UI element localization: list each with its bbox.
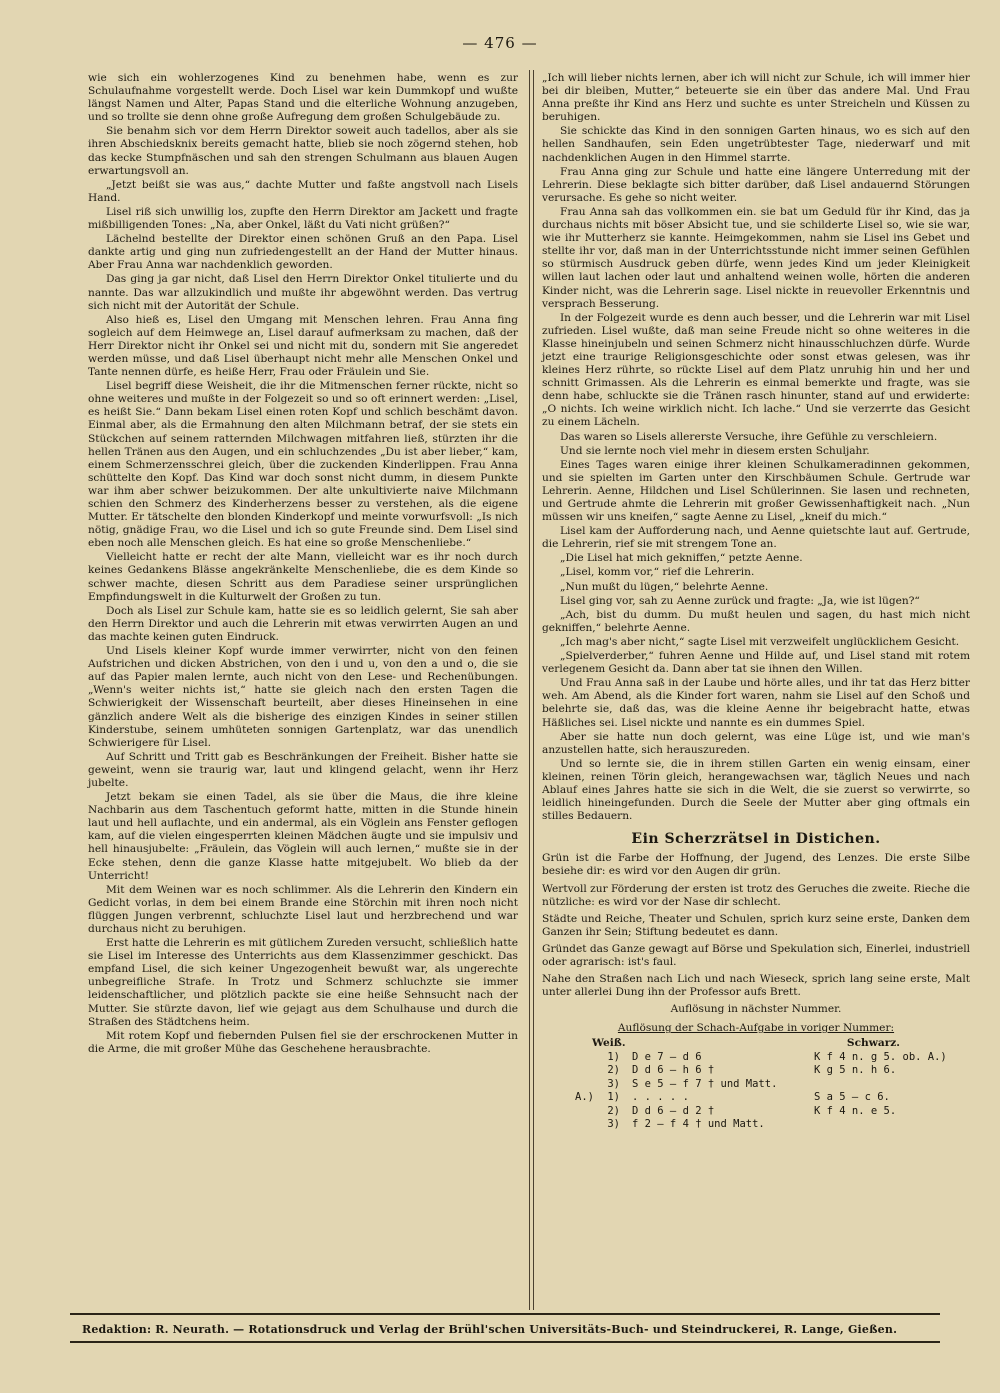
story-paragraph: Und Frau Anna saß in der Laube und hörte alles, und ihr tat das Herz bitter weh. Am Abend, als die Kinder fort waren, nahm sie Lisel auf den Schoß und belehrte sie, daß das, was die kleine Aenne ihr beigebracht hatte, etwas Häßliches sei. Lisel nickte und nannte es ein dummes Spiel. (542, 677, 970, 729)
chess-move-black (808, 1078, 953, 1092)
chess-header (542, 1037, 970, 1050)
story-paragraph: Sie schickte das Kind in den sonnigen Garten hinaus, wo es sich auf den hellen Sandhaufen, sein Eden ungetrübtester Tage, niederwarf und mit nachdenklichen Augen in den Himmel starrte. (542, 125, 970, 164)
story-paragraph: Lächelnd bestellte der Direktor einen schönen Gruß an den Papa. Lisel dankte artig und ging nun zufriedengestellt an der Hand der Mutter hinaus. Aber Frau Anna war nachdenklich geworden. (88, 233, 518, 272)
story-paragraph: Und Lisels kleiner Kopf wurde immer verwirrter, nicht von den feinen Aufstrichen und dicken Abstrichen, von den i und u, von den a und o, die sie auf das Papier malen lernte, auch nicht von den Lese- und Rechenübungen. „Wenn's weiter nichts ist,“ hatte sie gleich nach den ersten Tagen die Schwierigkeit der Wissenschaft beurteilt, aber dieses Hineinsehen in eine gänzlich andere Welt als die bisherige des einzigen Kindes in seiner stillen Kinderstube, seinem umhüteten sonnigen Gartenplatz, war das unendlich Schwierigere für Lisel. (88, 645, 518, 749)
story-paragraph: Frau Anna sah das vollkommen ein. sie bat um Geduld für ihr Kind, das ja durchaus nichts mit böser Absicht tue, und sie schilderte Lisel so, wie sie war, wie ihr Mutterherz sie kannte. Heimgekommen, nahm sie Lisel ins Gebet und stellte ihr vor, daß man in der Unterrichtsstunde nicht immer seinen Gefühlen so stürmisch Ausdruck geben dürfe, wenn jedes Kind um jeder Kleinigkeit willen laut lachen oder laut und anhaltend weinen wolle, hörten die anderen Kinder nicht, was die Lehrerin sage. Lisel nickte in reuevoller Erkenntnis und versprach Besserung. (542, 205, 970, 310)
story-paragraph: Eines Tages waren einige ihrer kleinen Schulkameradinnen gekommen, und sie spielten im Garten unter den Kirschbäumen Schule. Gertrude war Lehrerin. Aenne, Hildchen und Lisel Schülerinnen. Sie lasen und rechneten, und Gertrude ahmte die Lehrerin mit großer Gewissenhaftigkeit nach. „Nun müssen wir uns kneifen,“ sagte Aenne zu Lisel, „kneif du mich.“ (542, 458, 970, 524)
story-paragraph: Jetzt bekam sie einen Tadel, als sie über die Maus, die ihre kleine Nachbarin aus dem Taschentuch geformt hatte, mitten in die Stunde hinein laut und hell auflachte, und ein andermal, als ein Vöglein ans Fenster geflogen kam, auf die vielen eingesperrten kleinen Mädchen äugte und sie impulsiv und hell hinausjubelte: „Fräulein, das Vöglein will auch lernen,“ mußte sie in der Ecke stehen, denn die ganze Klasse hatte mitgejubelt. Wo blieb da der Unterricht! (88, 791, 518, 882)
footer-rule-top (70, 1313, 940, 1315)
chess-move-row (566, 1064, 953, 1078)
chess-move-white: D e 7 — d 6 (632, 1050, 702, 1063)
chess-move-row (566, 1051, 953, 1065)
story-paragraph: Sie benahm sich vor dem Herrn Direktor soweit auch tadellos, aber als sie ihren Abschiedsknix bereits gemacht hatte, blieb sie noch zögernd stehen, hob das kecke Stumpfnäschen und sah den strengen Schulmann aus blauen Augen erwartungsvoll an. (88, 125, 518, 177)
story-paragraph: Lisel begriff diese Weisheit, die ihr die Mitmenschen ferner rückte, nicht so ohne weiteres und mußte in der Folgezeit so und so oft erinnert werden: „Lisel, es heißt Sie.“ Dann bekam Lisel einen roten Kopf und schlich beschämt davon. Einmal aber, als die Ermahnung den alten Milchmann betraf, der sie stets ein Stückchen auf seinem ratternden Milchwagen mitfahren ließ, stürzten ihr die hellen Tränen aus den Augen, und ein schluchzendes „Du ist aber lieber,“ kam, einem Schmerzensschrei gleich, über die zuckenden Kinderlippen. Frau Anna schüttelte den Kopf. Das Kind war doch sonst nicht dumm, in diesem Punkte war ihm aber schwer beizukommen. Der alte unkultivierte naive Milchmann schien den Schmerz des Kinderherzens besser zu verstehen, als die eigene Mutter. Er tätschelte den blonden Kinderkopf und meinte vorwurfsvoll: „Is nich nötig, gnädige Frau, wo die Lisel und ich so gute Freunde sind. Dem Lisel sind eben noch alle Menschen gleich. Es hat eine so große Menschenliebe.“ (88, 380, 518, 550)
chess-move-num: 1) (607, 1050, 620, 1063)
chess-move-white: f 2 — f 4 † und Matt. (632, 1118, 765, 1131)
story-paragraph: „Ich mag's aber nicht,“ sagte Lisel mit verzweifelt unglücklichem Gesicht. (560, 635, 960, 648)
chess-move-black: K g 5 n. h 6. (814, 1064, 897, 1077)
story-paragraph: Das ging ja gar nicht, daß Lisel den Herrn Direktor Onkel titulierte und du nannte. Das war allzukindlich und mußte ihr abgewöhnt werden. Das vertrug sich nicht mit der Autorität der Schule. (88, 273, 518, 312)
column-divider (529, 70, 530, 1310)
chess-move-label (566, 1078, 596, 1092)
chess-move-label (566, 1051, 596, 1065)
chess-move-num: 2) (607, 1064, 620, 1077)
right-column-story (542, 72, 970, 823)
chess-move-row (566, 1118, 953, 1132)
chess-moves-table (566, 1051, 953, 1132)
story-paragraph: Und so lernte sie, die in ihrem stillen Garten ein wenig einsam, einer kleinen, reinen Törin gleich, herangewachsen war, täglich Neues und nach Ablauf eines Jahres hatte sie sich in die Welt, die sie zuerst so verwirrte, so leidlich hineingefunden. Durch die Seele der Mutter aber ging oftmals ein stilles Bedauern. (542, 757, 970, 823)
column-divider-second (533, 70, 534, 1310)
chess-move-num: 1) (607, 1091, 620, 1104)
story-paragraph: Lisel riß sich unwillig los, zupfte den Herrn Direktor am Jackett und fragte mißbilligenden Tones: „Na, aber Onkel, läßt du Vati nicht grüßen?“ (88, 205, 518, 232)
story-paragraph: „Nun mußt du lügen,“ belehrte Aenne. (560, 580, 769, 593)
chess-move-row (566, 1105, 953, 1119)
chess-move-row (566, 1091, 953, 1105)
story-paragraph: „Jetzt beißt sie was aus,“ dachte Mutter und faßte angstvoll nach Lisels Hand. (88, 178, 518, 204)
chess-black-label: Schwarz. (846, 1037, 900, 1050)
chess-move-white: D d 6 — d 2 † (632, 1104, 715, 1117)
story-paragraph: Mit dem Weinen war es noch schlimmer. Als die Lehrerin den Kindern ein Gedicht vorlas, in dem bei einem Brande eine Störchin mit ihren noch nicht flüggen Jungen verbrennt, schluchzte Lisel laut und herzbrechend und war durchaus nicht zu beruhigen. (88, 883, 518, 935)
chess-move-black: K f 4 n. e 5. (814, 1104, 897, 1117)
chess-title-text: Auflösung der Schach-Aufgabe in voriger Nummer: (617, 1022, 895, 1035)
story-paragraph: Mit rotem Kopf und fiebernden Pulsen fiel sie der erschrockenen Mutter in die Arme, die mit großer Mühe das Geschehene herausbrachte. (88, 1029, 518, 1055)
riddle-title: Ein Scherzrätsel in Distichen. (631, 831, 881, 848)
riddle-solution-note: Auflösung in nächster Nummer. (670, 1003, 842, 1016)
chess-move-black: K f 4 n. g 5. ob. A.) (814, 1050, 947, 1063)
chess-move-num: 3) (607, 1077, 620, 1090)
chess-move-white: . . . . . (632, 1091, 689, 1104)
story-paragraph: Auf Schritt und Tritt gab es Beschränkungen der Freiheit. Bisher hatte sie geweint, wenn sie traurig war, laut und klingend gelacht, wenn ihr Herz jubelte. (88, 750, 518, 789)
story-paragraph: Frau Anna ging zur Schule und hatte eine längere Unterredung mit der Lehrerin. Diese beklagte sich bitter darüber, daß Lisel andauernd Störungen verursache. Es gehe so nicht weiter. (542, 165, 970, 204)
page-number: — 476 — (462, 34, 538, 52)
story-paragraph: Erst hatte die Lehrerin es mit gütlichem Zureden versucht, schließlich hatte sie Lisel im Interesse des Unterrichts aus dem Klassenzimmer geschickt. Das empfand Lisel, die sich keiner Ungezogenheit bewußt war, als ungerechte unbegreifliche Strafe. In Trotz und Schmerz schluchzte sie immer leidenschaftlicher, und plötzlich packte sie eine heiße Sehnsucht nach der Mutter. Sie stürzte davon, lief wie gejagt aus dem Schulhause und durch die Straßen des Städtchens heim. (88, 937, 518, 1028)
right-column (542, 72, 970, 1132)
story-paragraph: Lisel ging vor, sah zu Aenne zurück und fragte: „Ja, wie ist lügen?“ (560, 594, 920, 607)
story-paragraph: Und sie lernte noch viel mehr in diesem ersten Schuljahr. (560, 444, 870, 457)
left-column (88, 72, 518, 1057)
story-paragraph: „Die Lisel hat mich gekniffen,“ petzte Aenne. (560, 552, 803, 565)
chess-move-num: 3) (607, 1118, 620, 1131)
chess-move-label: A.) (575, 1091, 594, 1104)
chess-move-label (566, 1105, 596, 1119)
riddle-verse: Gründet das Ganze gewagt auf Börse und Spekulation sich, Einerlei, industriell oder agrarisch: ist's faul. (542, 942, 970, 968)
story-paragraph: Doch als Lisel zur Schule kam, hatte sie es so leidlich gelernt, Sie sah aber den Herrn Direktor und auch die Lehrerin mit etwas verwirrten Augen an und das machte keinen guten Eindruck. (88, 604, 518, 643)
chess-move-label (566, 1064, 596, 1078)
story-paragraph: Das waren so Lisels allererste Versuche, ihre Gefühle zu verschleiern. (560, 430, 938, 443)
story-paragraph: Lisel kam der Aufforderung nach, und Aenne quietschte laut auf. Gertrude, die Lehrerin, rief sie mit strengem Tone an. (542, 525, 970, 551)
story-paragraph: „Ach, bist du dumm. Du mußt heulen und sagen, du hast mich nicht gekniffen,“ belehrte Aenne. (542, 608, 970, 634)
story-paragraph: „Lisel, komm vor,“ rief die Lehrerin. (560, 566, 755, 579)
footer-imprint: Redaktion: R. Neurath. — Rotationsdruck und Verlag der Brühl'schen Universitäts-Buch- und Steindruckerei, R. Lange, Gießen. (82, 1323, 898, 1336)
riddle-verse: Nahe den Straßen nach Lich und nach Wieseck, sprich lang seine erste, Malt unter allerlei Dung ihn der Professor aufs Brett. (542, 973, 970, 999)
chess-move-white: S e 5 — f 7 † und Matt. (632, 1077, 778, 1090)
story-paragraph: „Ich will lieber nichts lernen, aber ich will nicht zur Schule, ich will immer hier bei dir bleiben, Mutter,“ beteuerte sie ein über das andere Mal. Und Frau Anna preßte ihr Kind ans Herz und suchte es unter Streicheln und Küssen zu beruhigen. (542, 72, 970, 124)
chess-move-row (566, 1078, 953, 1092)
chess-move-black: S a 5 — c 6. (814, 1091, 890, 1104)
chess-move-num: 2) (607, 1104, 620, 1117)
chess-move-white: D d 6 — h 6 † (632, 1064, 715, 1077)
chess-title (542, 1022, 970, 1035)
footer-rule-bottom (70, 1341, 940, 1343)
riddle-verse: Wertvoll zur Förderung der ersten ist trotz des Geruches die zweite. Rieche die nützliche: es wird vor der Nase dir schlecht. (542, 882, 970, 908)
chess-move-label (566, 1118, 596, 1132)
story-paragraph: „Spielverderber,“ fuhren Aenne und Hilde auf, und Lisel stand mit rotem verlegenem Gesicht da. Dann aber tat sie ihnen den Willen. (542, 650, 970, 676)
chess-move-black (808, 1118, 953, 1132)
story-paragraph: Vielleicht hatte er recht der alte Mann, vielleicht war es ihr noch durch keines Gedankens Blässe angekränkelte Menschenliebe, die es dem Kinde so schwer machte, diesen Schritt aus dem Paradiese seiner ursprünglichen Empfindungswelt in die Kulturwelt der Großen zu tun. (88, 551, 518, 603)
story-paragraph: Also hieß es, Lisel den Umgang mit Menschen lehren. Frau Anna fing sogleich auf dem Heimwege an, Lisel darauf aufmerksam zu machen, daß der Herr Direktor nicht ihr Onkel sei und nicht mit du, sondern mit Sie angeredet werden müsse, und daß Lisel überhaupt nicht mehr alle Menschen Onkel und Tante nennen dürfe, es heiße Herr, Frau oder Fräulein und Sie. (88, 313, 518, 379)
riddle-verses (542, 852, 970, 999)
chess-white-label: Weiß. (592, 1037, 626, 1050)
riddle-verse: Städte und Reiche, Theater und Schulen, sprich kurz seine erste, Danken dem Ganzen ihr Sein; Stiftung bedeutet es dann. (542, 912, 970, 938)
riddle-verse: Grün ist die Farbe der Hoffnung, der Jugend, des Lenzes. Die erste Silbe besiehe dir: es wird vor den Augen dir grün. (542, 852, 970, 878)
story-paragraph: Aber sie hatte nun doch gelernt, was eine Lüge ist, und wie man's anzustellen hatte, sich herauszureden. (542, 730, 970, 756)
story-paragraph: In der Folgezeit wurde es denn auch besser, und die Lehrerin war mit Lisel zufrieden. Lisel wußte, daß man seine Freude nicht so ohne weiteres in die Klasse hineinjubeln und seinen Schmerz nicht hinausschluchzen dürfe. Wurde jetzt eine traurige Religionsgeschichte oder sonst etwas gelesen, was ihr kleines Herz rührte, so rückte Lisel auf dem Platz unruhig hin und her und schnitt Grimassen. Als die Lehrerin es einmal bemerkte und fragte, was sie denn habe, schluckte sie die Tränen rasch hinunter, stand auf und erwiderte: „O nichts. Ich weine wirklich nicht. Ich lache.“ Und sie verzerrte das Gesicht zu einem Lächeln. (542, 311, 970, 429)
story-paragraph: wie sich ein wohlerzogenes Kind zu benehmen habe, wenn es zur Schulaufnahme vorgestellt werde. Doch Lisel war kein Dummkopf und wußte längst Namen und Alter, Papas Stand und die elterliche Wohnung anzugeben, und so trollte sie denn ohne große Aufregung dem großen Schulgebäude zu. (88, 72, 518, 124)
